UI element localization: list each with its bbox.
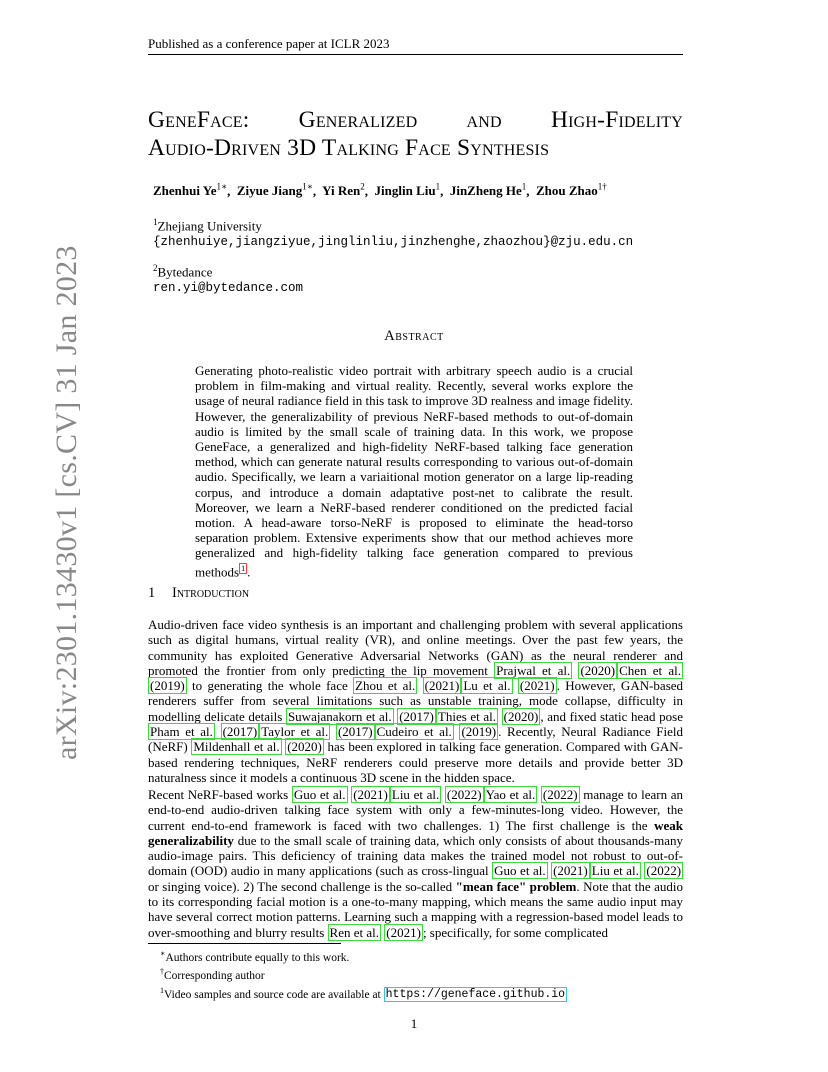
citation-year[interactable]: (2022) <box>646 863 682 879</box>
citation[interactable]: Thies et al. <box>437 708 497 724</box>
citation-year[interactable]: (2021) <box>553 863 588 879</box>
citation[interactable]: Liu et al. <box>591 863 639 879</box>
citation-year[interactable]: (2017) <box>337 724 373 740</box>
abstract-heading: Abstract <box>384 328 444 344</box>
page-number: 1 <box>410 1016 418 1031</box>
citation-year[interactable]: (2021) <box>424 678 460 694</box>
citation-year[interactable]: (2020) <box>503 708 539 724</box>
arxiv-stamp <box>8 245 83 760</box>
bold-term: weak generalizability <box>148 817 683 848</box>
citation-year[interactable]: (2022) <box>542 787 578 802</box>
citation-year[interactable]: (2017) <box>399 708 434 724</box>
citation[interactable]: Lu et al. <box>463 678 511 694</box>
citation[interactable]: Cudeiro et al. <box>376 724 452 740</box>
footnotes <box>160 947 567 1003</box>
footnote: $^1$Video samples and source code are available at https://geneface.github.io <box>160 985 566 1002</box>
citation-year[interactable]: (2020) <box>580 662 616 678</box>
affiliation: $^2$Bytedance ren.yi@bytedance.com <box>153 263 304 296</box>
header-rule <box>148 54 683 55</box>
title-line-1 <box>148 106 683 134</box>
citation[interactable]: Chen et al. <box>619 662 681 678</box>
title-word: and <box>466 107 502 133</box>
footnote-ref[interactable]: 1 <box>241 563 246 573</box>
running-header: Published as a conference paper at ICLR 2023 <box>148 36 390 51</box>
citation-year[interactable]: (2020) <box>287 739 322 755</box>
author-list: Zhenhui $Ye^{1∗}$, Ziyue Jiang$^{1∗}$, Yi Ren$^2$, Jinglin Liu$^1$, JinZheng He$^1$, Zhou Zhao$^{1\dagger}$ <box>153 182 607 199</box>
citation[interactable]: Ren et al. <box>329 924 380 940</box>
paper-title <box>148 106 688 162</box>
affiliation-email: ren.yi@bytedance.com <box>153 281 304 296</box>
citation[interactable]: Pham et al. <box>150 724 213 740</box>
citation[interactable]: Yao et al. <box>485 787 536 802</box>
citation-year[interactable]: (2022) <box>446 787 482 802</box>
citation[interactable]: Prajwal et al. <box>496 662 571 678</box>
affiliation: $^1$Zhejiang University {zhenhuiye,jiangziyue,jinglinliu,jinzhenghe,zhaozhou}@zju.edu.cn <box>153 217 634 250</box>
author: Zhenhui $Ye^{1∗}$ <box>153 182 228 199</box>
title-word: High-Fidelity <box>550 107 683 133</box>
citation[interactable]: Suwajanakorn et al. <box>287 708 392 724</box>
footnote-rule <box>148 943 341 944</box>
author: Ziyue Jiang$^{1∗}$ <box>236 182 313 199</box>
section-heading: 1 Introduction <box>148 585 250 601</box>
author: JinZheng He$^1$ <box>449 182 527 199</box>
citation-year[interactable]: (2021) <box>353 787 388 802</box>
title-line-2: Audio-Driven 3D Talking Face Synthesis <box>148 135 550 161</box>
title-word: GeneFace: <box>148 107 250 133</box>
footnote: †Corresponding author <box>160 967 265 983</box>
citation[interactable]: Guo et al. <box>494 863 546 879</box>
title-word: Generalized <box>298 107 418 133</box>
project-link[interactable]: https://geneface.github.io <box>385 988 566 1002</box>
arxiv-stamp-text: arXiv:2301.13430v1 [cs.CV] 31 Jan 2023 <box>50 245 83 760</box>
citation[interactable]: Mildenhall et al. <box>193 739 280 755</box>
intro-paragraph-1: Audio-driven face video synthesis is an important and challenging problem with several applications such as digital humans, virtual reality (VR), and online meetings. Over the past few years, the community has exploited Generative Adversarial Networks (GAN) as the neural renderer and promoted the frontier from only predicting the lip movement Prajwal et al. (2020) Chen et al. (2019) to generating the whole face Zhou et al. (2021) Lu et al. (2021) . However, GAN-based renderers suffer from several limitations such as unstable training, mode collapse, difficulty in modelling delicate details Suwajanakorn et al. (2017) Thies et al. (2020) , and fixed static head pose Pham et al. (2017) Taylor et al. (2017) Cudeiro et al. (2019) . Recently, Neural Radiance Field (NeRF) Mildenhall et al. (2020) has been explored in talking face generation. Compared with GAN-based rendering techniques, NeRF renderers could preserve more details and provide better 3D naturalness since it models a continuous 3D scene in the hidden space. <box>148 617 684 785</box>
author: Jinglin Liu$^1$ <box>374 182 441 199</box>
citation-year[interactable]: (2021) <box>386 924 421 940</box>
author: Zhou Zhao$^{1\dagger}$ <box>535 182 607 199</box>
affiliation-email: {zhenhuiye,jiangziyue,jinglinliu,jinzhenghe,zhaozhou}@zju.edu.cn <box>153 235 634 250</box>
citation[interactable]: Guo et al. <box>293 787 346 802</box>
citation[interactable]: Zhou et al. <box>355 678 416 694</box>
intro-paragraph-2: Recent NeRF-based works Guo et al. (2021) Liu et al. (2022) Yao et al. (2022) manage to learn an end-to-end audio-driven talking face system with only a few-minutes-long video. However, the current end-to-end framework is faced with two challenges. 1) The first challenge is the weak generalizability due to the small scale of training data, which only consists of about thousands-many audio-image pairs. This deficiency of training data makes the trained model not robust to out-of-domain (OOD) audio in many applications (such as cross-lingual Guo et al. (2021) Liu et al. (2022) or singing voice). 2) The second challenge is the so-called "mean face" problem. Note that the audio to its corresponding facial motion is a one-to-many mapping, which means the same audio input may have several correct motion patterns. Learning such a mapping with a regression-based model leads to over-smoothing and blurry results Ren et al. (2021) ; specifically, for some complicated <box>148 787 684 940</box>
citation-year[interactable]: (2021) <box>519 678 555 694</box>
footnote: ∗Authors contribute equally to this work. <box>160 949 350 964</box>
citation-year[interactable]: (2019) <box>150 678 185 694</box>
citation[interactable]: Liu et al. <box>391 787 440 802</box>
citation[interactable]: Taylor et al. <box>261 724 329 740</box>
citation-year[interactable]: (2019) <box>461 724 497 740</box>
citation-year[interactable]: (2017) <box>222 724 258 740</box>
bold-term: "mean face" problem <box>455 878 577 894</box>
abstract-body: Generating photo-realistic video portrait with arbitrary speech audio is a crucial problem in film-making and virtual reality. Recently, several works explore the usage of neural radiance field in this task to improve 3D realness and image fidelity. However, the generalizability of previous NeRF-based methods to out-of-domain audio is limited by the small scale of training data. In this work, we propose GeneFace, a generalized and high-fidelity NeRF-based talking face generation method, which can generate natural results corresponding to various out-of-domain audio. Specifically, we learn a variaitional motion generator on a large lip-reading corpus, and introduce a domain adaptative post-net to calibrate the result. Moreover, we learn a NeRF-based renderer conditioned on the predicted facial motion. A head-aware torso-NeRF is proposed to eliminate the head-torso separation problem. Extensive experiments show that our method achieves more generalized and high-fidelity talking face generation compared to previous methods $^1$ . <box>195 363 633 579</box>
author: Yi Ren$^2$ <box>322 182 365 199</box>
